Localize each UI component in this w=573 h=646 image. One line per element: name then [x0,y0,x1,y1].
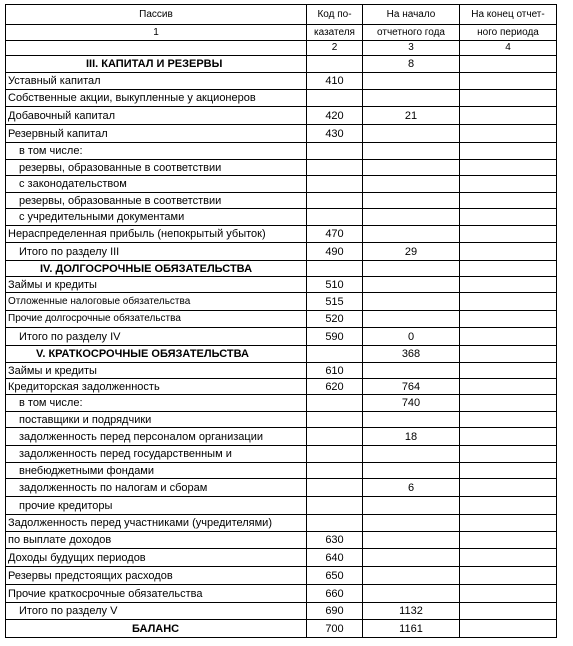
row-code: 650 [307,567,363,585]
row-start-value: 1132 [363,603,460,620]
row-code [307,346,363,363]
row-end-value [460,193,557,209]
row-label: внебюджетными фондами [6,463,307,479]
row-label: с учредительными документами [6,209,307,226]
row-end-value [460,549,557,567]
row-code: 420 [307,107,363,125]
row-label: Резервный капитал [6,125,307,143]
header-num-1-cell [6,41,307,56]
row-end-value [460,160,557,176]
row-label: в том числе: [6,395,307,412]
row-start-value [363,90,460,107]
row-end-value [460,497,557,515]
row-end-value [460,515,557,532]
row-code [307,56,363,73]
row-code [307,428,363,446]
row-start-value [363,515,460,532]
row-label: Уставный капитал [6,73,307,90]
row-start-value: 1161 [363,620,460,638]
row-label: Займы и кредиты [6,363,307,379]
row-end-value [460,446,557,463]
row-start-value [363,277,460,293]
row-label: Отложенные налоговые обязательства [6,293,307,311]
row-end-value [460,532,557,549]
row-label: Прочие краткосрочные обязательства [6,585,307,603]
balance-total-label: БАЛАНС [6,620,307,638]
row-end-value [460,585,557,603]
header-num-1: 1 [6,25,307,41]
row-code [307,193,363,209]
row-end-value [460,311,557,328]
row-end-value [460,428,557,446]
row-end-value [460,261,557,277]
row-start-value [363,143,460,160]
row-start-value [363,160,460,176]
row-end-value [460,395,557,412]
row-code [307,209,363,226]
row-code: 510 [307,277,363,293]
row-code: 690 [307,603,363,620]
section-heading-short-term: V. КРАТКОСРОЧНЫЕ ОБЯЗАТЕЛЬСТВА [6,346,307,363]
row-start-value: 21 [363,107,460,125]
row-start-value: 18 [363,428,460,446]
row-start-value [363,549,460,567]
row-code [307,261,363,277]
row-code: 630 [307,532,363,549]
row-start-value [363,446,460,463]
row-start-value: 764 [363,379,460,395]
row-label: Прочие долгосрочные обязательства [6,311,307,328]
row-start-value [363,125,460,143]
row-end-value [460,379,557,395]
row-start-value [363,311,460,328]
row-start-value [363,585,460,603]
row-start-value [363,176,460,193]
row-label: Доходы будущих периодов [6,549,307,567]
row-end-value [460,56,557,73]
row-label: резервы, образованные в соответствии [6,193,307,209]
row-end-value [460,328,557,346]
row-start-value [363,293,460,311]
row-start-value [363,193,460,209]
row-label: по выплате доходов [6,532,307,549]
row-start-value: 29 [363,243,460,261]
row-start-value [363,209,460,226]
row-start-value: 6 [363,479,460,497]
header-start-line1: На начало [363,5,460,25]
subtotal-label: Итого по разделу IV [6,328,307,346]
row-end-value [460,463,557,479]
row-end-value [460,479,557,497]
row-start-value [363,226,460,243]
row-code: 430 [307,125,363,143]
row-code: 470 [307,226,363,243]
header-num-4: 4 [460,41,557,56]
row-label: в том числе: [6,143,307,160]
row-code [307,497,363,515]
row-end-value [460,209,557,226]
row-code [307,90,363,107]
row-end-value [460,293,557,311]
subtotal-label: Итого по разделу V [6,603,307,620]
row-label: Собственные акции, выкупленные у акционеров [6,90,307,107]
row-start-value [363,363,460,379]
row-code [307,463,363,479]
row-end-value [460,603,557,620]
row-code [307,160,363,176]
row-end-value [460,90,557,107]
row-end-value [460,73,557,90]
row-end-value [460,412,557,428]
row-code [307,412,363,428]
row-start-value [363,497,460,515]
row-code: 700 [307,620,363,638]
row-code: 515 [307,293,363,311]
row-label: задолженность перед персоналом организации [6,428,307,446]
row-code: 610 [307,363,363,379]
section-heading-long-term: IV. ДОЛГОСРОЧНЫЕ ОБЯЗАТЕЛЬСТВА [6,261,307,277]
balance-liabilities-table [5,4,557,638]
row-end-value [460,567,557,585]
row-end-value [460,143,557,160]
row-start-value [363,412,460,428]
row-label: Нераспределенная прибыль (непокрытый убыток) [6,226,307,243]
row-label: Кредиторская задолженность [6,379,307,395]
row-code: 520 [307,311,363,328]
row-label: задолженность по налогам и сборам [6,479,307,497]
row-label: резервы, образованные в соответствии [6,160,307,176]
row-start-value [363,73,460,90]
row-label: Займы и кредиты [6,277,307,293]
row-start-value [363,463,460,479]
row-code [307,176,363,193]
header-code-line1: Код по- [307,5,363,25]
row-code [307,395,363,412]
header-num-3: 3 [363,41,460,56]
row-label: с законодательством [6,176,307,193]
row-code: 490 [307,243,363,261]
row-end-value [460,363,557,379]
row-label: задолженность перед государственным и [6,446,307,463]
header-num-2: 2 [307,41,363,56]
row-code [307,143,363,160]
row-end-value [460,243,557,261]
row-end-value [460,176,557,193]
row-code: 660 [307,585,363,603]
row-end-value [460,107,557,125]
row-label: Задолженность перед участниками (учредителями) [6,515,307,532]
row-label: поставщики и подрядчики [6,412,307,428]
row-start-value: 8 [363,56,460,73]
row-code: 640 [307,549,363,567]
row-start-value: 368 [363,346,460,363]
row-code [307,446,363,463]
row-code: 590 [307,328,363,346]
row-start-value [363,261,460,277]
row-code: 410 [307,73,363,90]
header-start-line2: отчетного года [363,25,460,41]
row-end-value [460,125,557,143]
row-label: прочие кредиторы [6,497,307,515]
header-end-line2: ного периода [460,25,557,41]
row-end-value [460,620,557,638]
header-code-line2: казателя [307,25,363,41]
row-code [307,515,363,532]
row-start-value: 0 [363,328,460,346]
row-end-value [460,346,557,363]
row-start-value [363,567,460,585]
section-heading-capital: III. КАПИТАЛ И РЕЗЕРВЫ [6,56,307,73]
row-code [307,479,363,497]
row-label: Добавочный капитал [6,107,307,125]
row-label: Резервы предстоящих расходов [6,567,307,585]
row-end-value [460,277,557,293]
row-start-value: 740 [363,395,460,412]
row-start-value [363,532,460,549]
row-end-value [460,226,557,243]
header-end-line1: На конец отчет- [460,5,557,25]
header-liabilities: Пассив [6,5,307,25]
row-code: 620 [307,379,363,395]
subtotal-label: Итого по разделу III [6,243,307,261]
